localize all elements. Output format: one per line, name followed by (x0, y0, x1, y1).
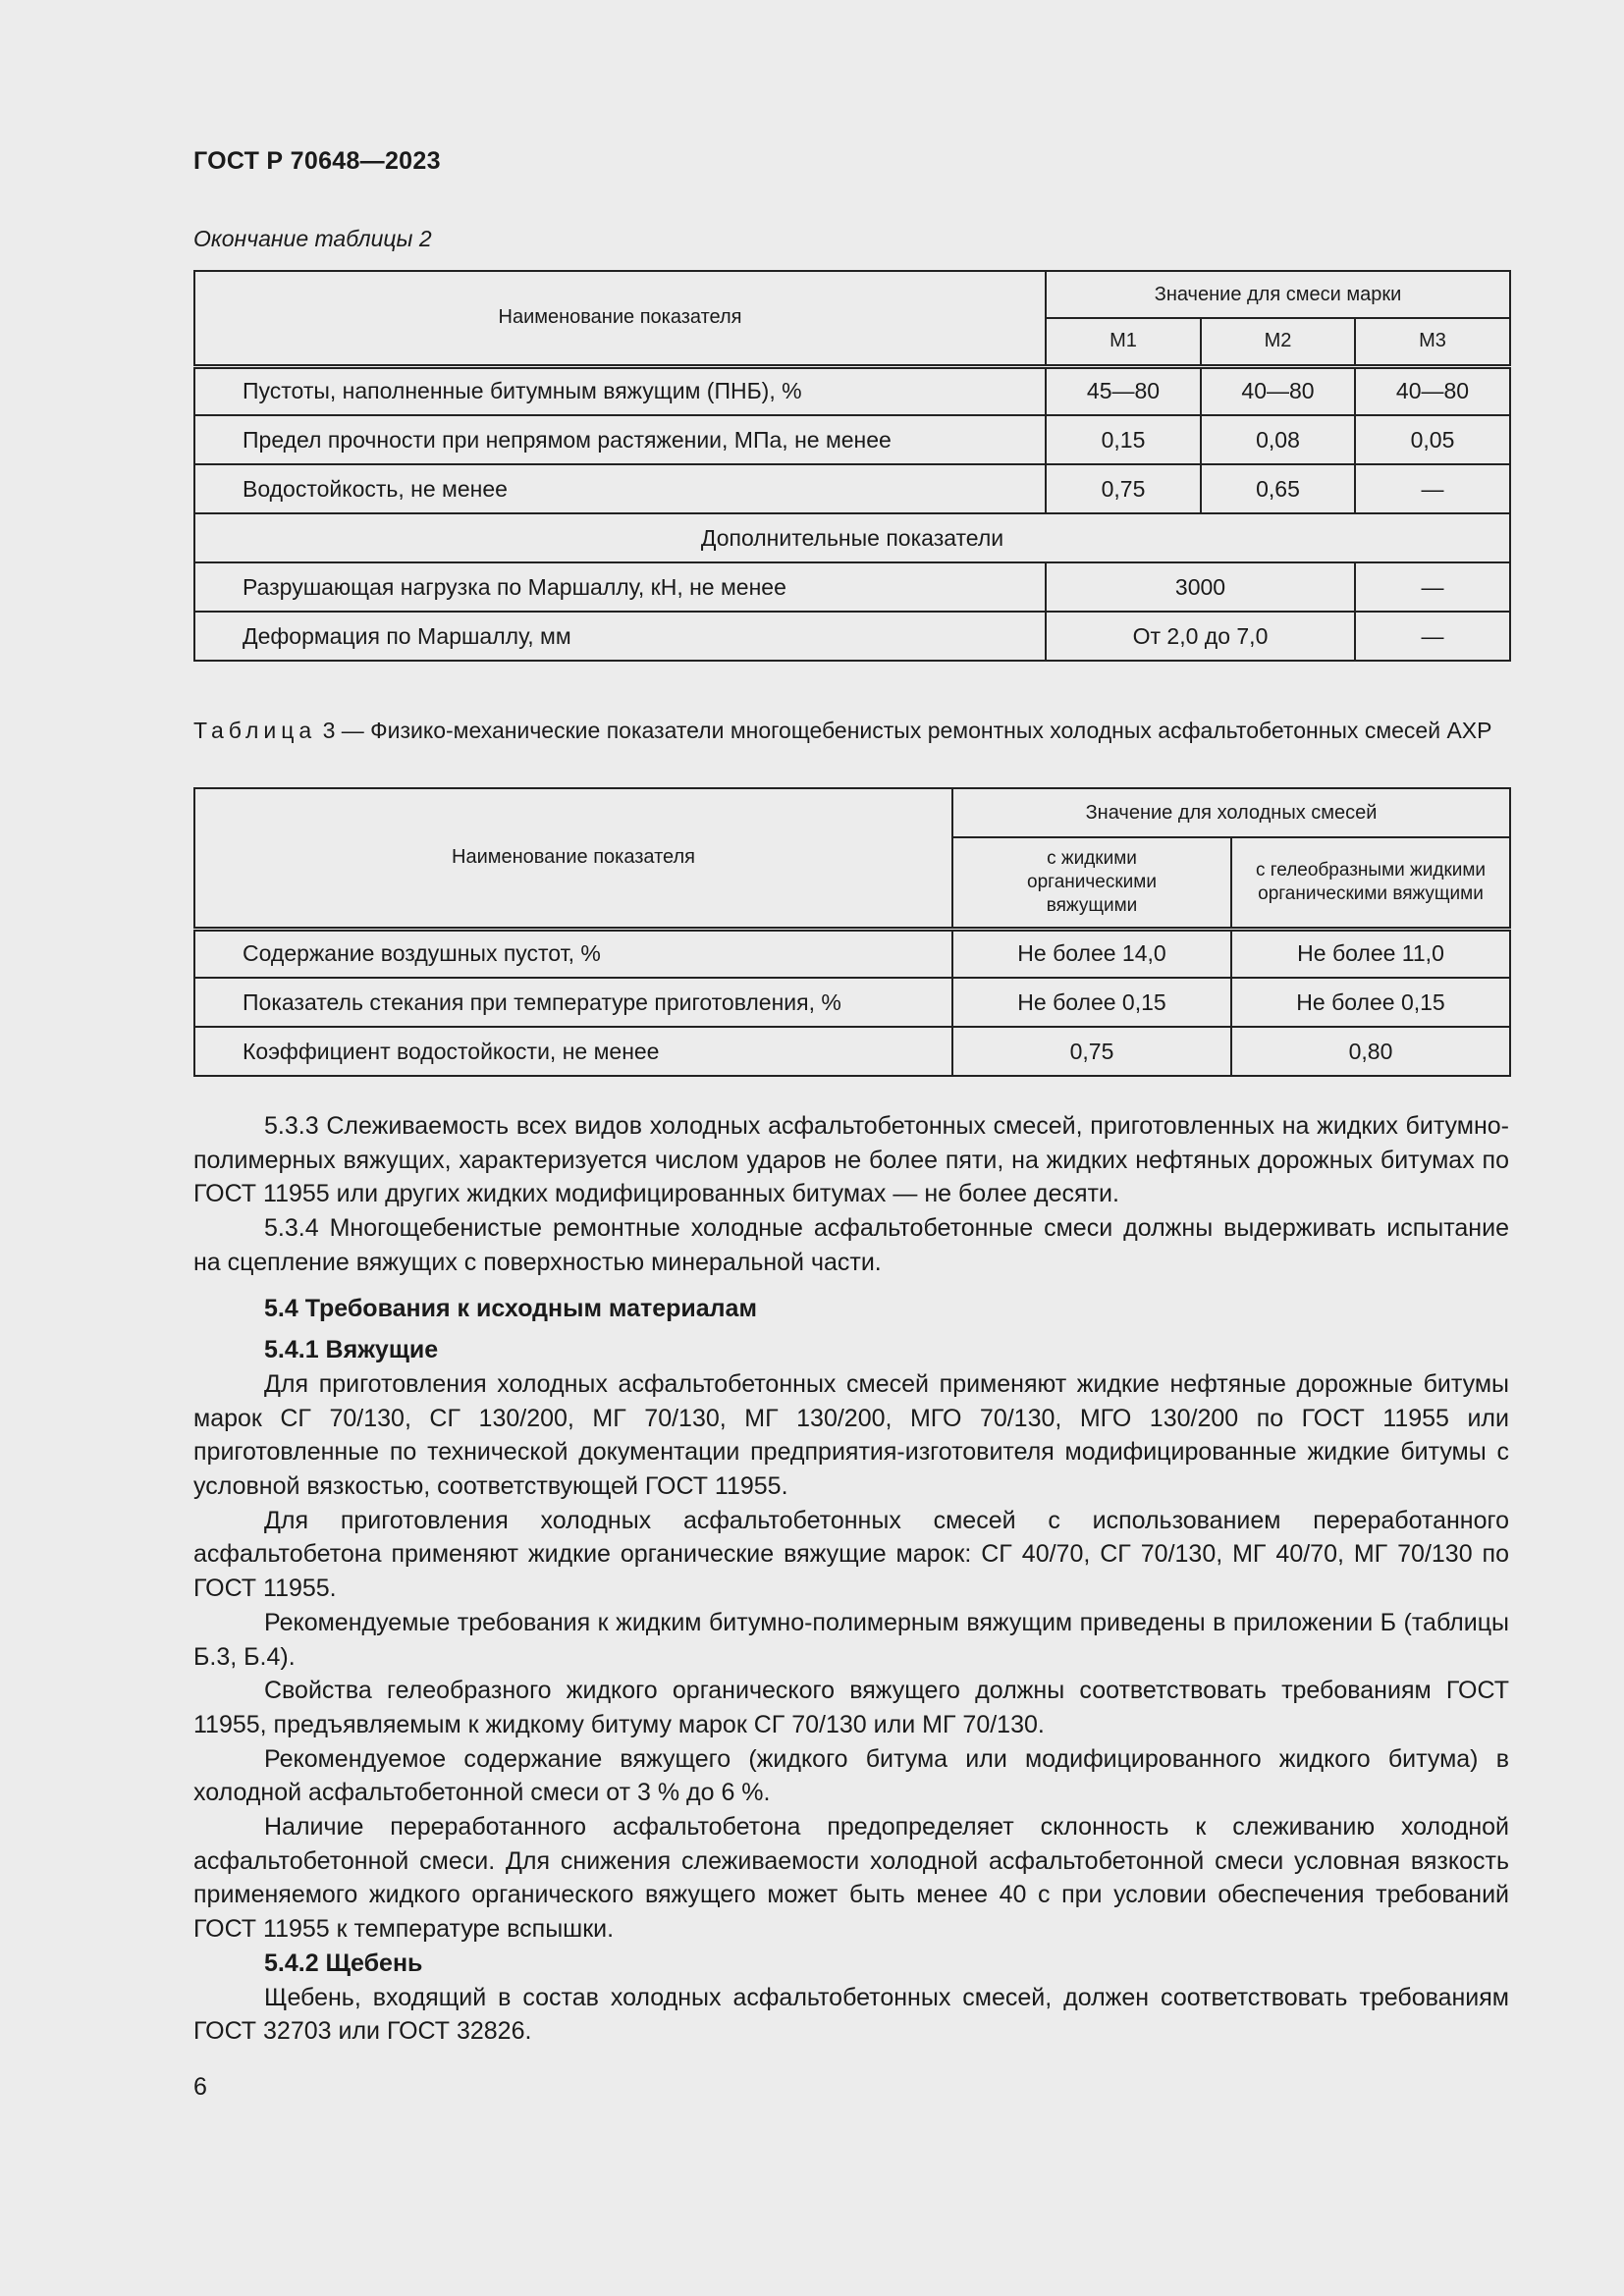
paragraph: Рекомендуемые требования к жидким битумно-полимерным вяжущим приведены в приложении Б (таблицы Б.3, Б.4). (193, 1608, 1509, 1671)
table3-cell: Не более 11,0 (1231, 929, 1510, 978)
subsection-heading-5-4-2: 5.4.2 Щебень (264, 1949, 423, 1977)
table2-cell: 0,15 (1046, 415, 1201, 464)
table3-cell: 0,80 (1231, 1027, 1510, 1076)
table3-cell: 0,75 (952, 1027, 1231, 1076)
table2-cell: 3000 (1046, 562, 1355, 612)
table2 (193, 270, 1511, 662)
table3-row-name: Коэффициент водостойкости, не менее (194, 1027, 952, 1076)
table-row (194, 366, 1510, 415)
table2-header-group: Значение для смеси марки (1046, 271, 1510, 318)
table3-cell: Не более 0,15 (952, 978, 1231, 1027)
table-row (194, 415, 1510, 464)
table2-cell: — (1355, 612, 1510, 661)
table2-row-name: Разрушающая нагрузка по Маршаллу, кН, не менее (194, 562, 1046, 612)
table3-caption (193, 715, 1509, 747)
paragraph: Для приготовления холодных асфальтобетонных смесей с использованием переработанного асфальтобетона применяют жидкие органические вяжущие марок: СГ 40/70, СГ 70/130, МГ 40/70, МГ 70/130 по ГОСТ 11955. (193, 1506, 1509, 1603)
table2-section-label: Дополнительные показатели (194, 513, 1510, 562)
table2-header-name: Наименование показателя (194, 271, 1046, 366)
document-header: ГОСТ Р 70648—2023 (193, 147, 441, 175)
table3 (193, 787, 1511, 1077)
table2-row-name: Предел прочности при непрямом растяжении, МПа, не менее (194, 415, 1046, 464)
table3-cell: Не более 0,15 (1231, 978, 1510, 1027)
page-number: 6 (193, 2073, 207, 2101)
section-heading-5-4: 5.4 Требования к исходным материалам (264, 1294, 757, 1322)
body-text (193, 1109, 1509, 2049)
table2-header-mark: М2 (1201, 318, 1355, 366)
table2-header-mark: М1 (1046, 318, 1201, 366)
table2-caption: Окончание таблицы 2 (193, 226, 432, 251)
table2-cell: 0,05 (1355, 415, 1510, 464)
table2-row-name: Водостойкость, не менее (194, 464, 1046, 513)
table3-header-group: Значение для холодных смесей (952, 788, 1510, 837)
subsection-heading-5-4-1: 5.4.1 Вяжущие (264, 1336, 439, 1364)
paragraph: Наличие переработанного асфальтобетона предопределяет склонность к слеживанию холодной асфальтобетонной смеси. Для снижения слеживаемости холодной асфальтобетонной смеси условная вязкость применяемого жидкого органического вяжущего может быть менее 40 с при условии обеспечения требований ГОСТ 11955 к температуре вспышки. (193, 1813, 1509, 1944)
paragraph-5-3-4: 5.3.4 Многощебенистые ремонтные холодные асфальтобетонные смеси должны выдерживать испытание на сцепление вяжущих с поверхностью минеральной части. (193, 1214, 1509, 1276)
table2-cell: 40—80 (1201, 366, 1355, 415)
paragraph: Рекомендуемое содержание вяжущего (жидкого битума или модифицированного жидкого битума) в холодной асфальтобетонной смеси от 3 % до 6 %. (193, 1744, 1509, 1807)
table3-header-subcol: с жидкими органическими вяжущими (952, 837, 1231, 929)
table2-cell: 0,75 (1046, 464, 1201, 513)
table2-cell: 40—80 (1355, 366, 1510, 415)
table2-row-name: Пустоты, наполненные битумным вяжущим (ПНБ), % (194, 366, 1046, 415)
paragraph-5-3-3: 5.3.3 Слеживаемость всех видов холодных асфальтобетонных смесей, приготовленных на жидких битумно-полимерных вяжущих, характеризуется числом ударов не более пяти, на жидких нефтяных дорожных битумах по ГОСТ 11955 или других жидких модифицированных битумах — не более десяти. (193, 1112, 1509, 1208)
paragraph: Для приготовления холодных асфальтобетонных смесей применяют жидкие нефтяные дорожные битумы марок СГ 70/130, СГ 130/200, МГ 70/130, МГ 130/200, МГО 70/130, МГО 130/200 по ГОСТ 11955 или приготовленные по технической документации предприятия-изготовителя модифицированные жидкие битумы с условной вязкостью, соответствующей ГОСТ 11955. (193, 1369, 1509, 1501)
table-row (194, 464, 1510, 513)
table2-cell: 0,65 (1201, 464, 1355, 513)
table-row (194, 612, 1510, 661)
table2-header-mark: М3 (1355, 318, 1510, 366)
table-row (194, 562, 1510, 612)
table2-row-name: Деформация по Маршаллу, мм (194, 612, 1046, 661)
table-row (194, 978, 1510, 1027)
table3-caption-label: Таблица (193, 718, 317, 743)
table3-caption-text: 3 — Физико-механические показатели многощебенистых ремонтных холодных асфальтобетонных смесей АХР (322, 718, 1492, 743)
table3-row-name: Показатель стекания при температуре приготовления, % (194, 978, 952, 1027)
paragraph: Свойства гелеобразного жидкого органического вяжущего должны соответствовать требованиям ГОСТ 11955, предъявляемым к жидкому битуму марок СГ 70/130 или МГ 70/130. (193, 1677, 1509, 1738)
table3-cell: Не более 14,0 (952, 929, 1231, 978)
table2-cell: — (1355, 562, 1510, 612)
table2-cell: От 2,0 до 7,0 (1046, 612, 1355, 661)
table-section-row (194, 513, 1510, 562)
table3-header-name: Наименование показателя (194, 788, 952, 929)
table-row (194, 1027, 1510, 1076)
table2-cell: 0,08 (1201, 415, 1355, 464)
table2-cell: — (1355, 464, 1510, 513)
table3-header-subcol: с гелеобразными жидкими органическими вяжущими (1231, 837, 1510, 929)
table3-row-name: Содержание воздушных пустот, % (194, 929, 952, 978)
table-row (194, 929, 1510, 978)
paragraph: Щебень, входящий в состав холодных асфальтобетонных смесей, должен соответствовать требованиям ГОСТ 32703 или ГОСТ 32826. (193, 1983, 1509, 2046)
table2-cell: 45—80 (1046, 366, 1201, 415)
